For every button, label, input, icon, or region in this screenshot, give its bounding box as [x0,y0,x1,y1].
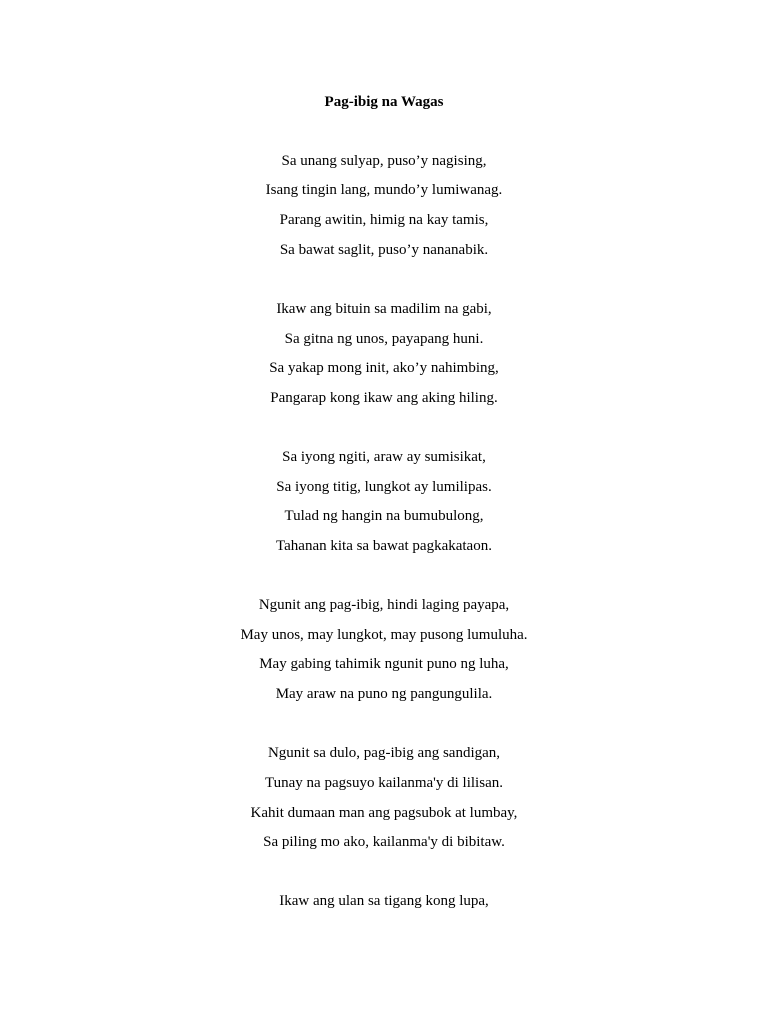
poem-line: Pangarap kong ikaw ang aking hiling. [270,390,498,406]
poem-line: Sa yakap mong init, ako’y nahimbing, [269,360,499,376]
poem-line: May gabing tahimik ngunit puno ng luha, [259,656,509,672]
poem-line: Ngunit ang pag-ibig, hindi laging payapa, [258,597,510,613]
poem-line: May unos, may lungkot, may pusong lumuluha. [240,627,528,643]
poem-line: Sa piling mo ako, kailanma'y di bibitaw. [263,834,505,850]
poem-line: Ngunit sa dulo, pag-ibig ang sandigan, [267,745,501,761]
poem-line: Kahit dumaan man ang pagsubok at lumbay, [250,805,518,821]
poem-title: Pag-ibig na Wagas [324,94,444,110]
poem-line: Sa iyong ngiti, araw ay sumisikat, [282,449,486,465]
poem-line: Tahanan kita sa bawat pagkakataon. [276,538,492,554]
poem-line: Ikaw ang ulan sa tigang kong lupa, [279,893,489,909]
poem-line: Sa unang sulyap, puso’y nagising, [281,153,487,169]
poem-line: May araw na puno ng pangungulila. [275,686,493,702]
poem-line: Ikaw ang bituin sa madilim na gabi, [276,301,492,317]
poem-line: Tulad ng hangin na bumubulong, [284,508,484,524]
poem-line: Tunay na pagsuyo kailanma'y di lilisan. [265,775,503,791]
poem-line: Sa iyong titig, lungkot ay lumilipas. [276,479,492,495]
poem-line: Isang tingin lang, mundo’y lumiwanag. [265,182,503,198]
poem-line: Sa bawat saglit, puso’y nananabik. [279,242,489,258]
poem-line: Parang awitin, himig na kay tamis, [279,212,489,228]
poem-line: Sa gitna ng unos, payapang huni. [284,331,484,347]
